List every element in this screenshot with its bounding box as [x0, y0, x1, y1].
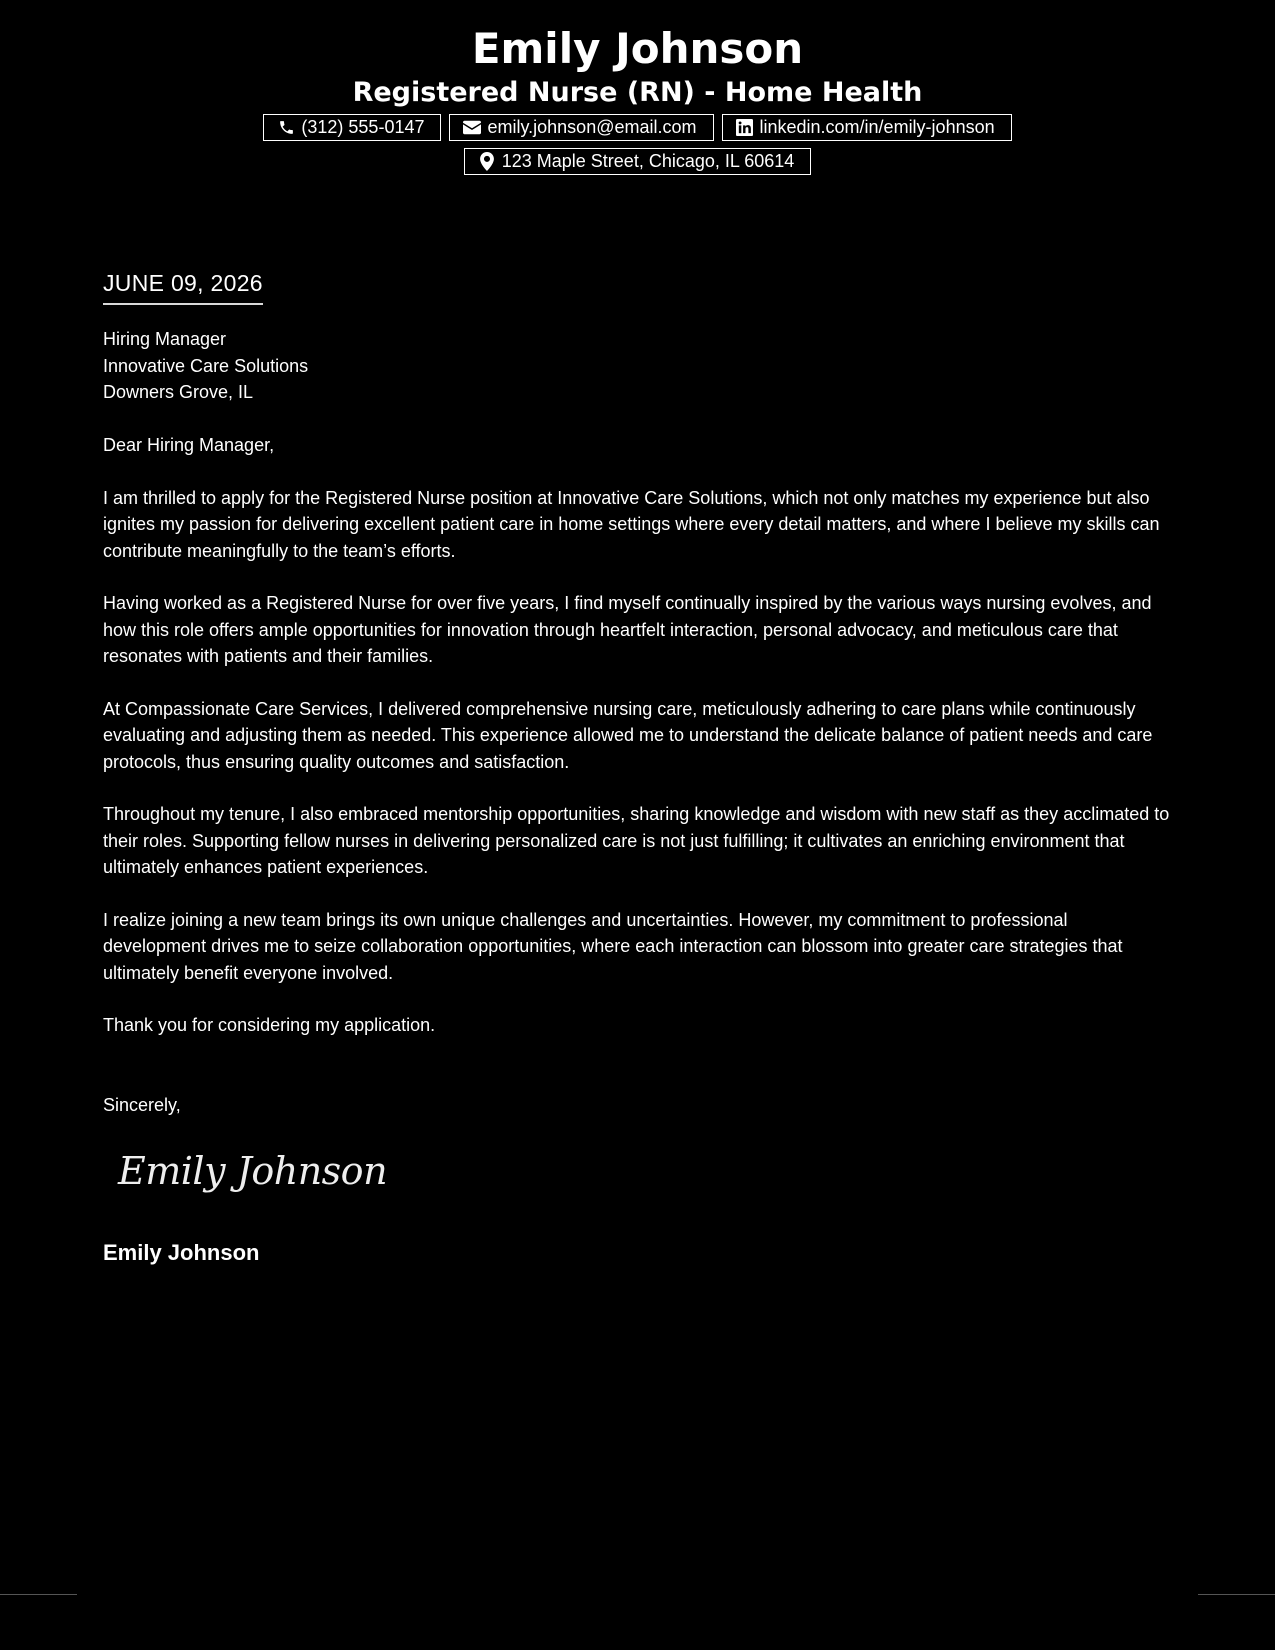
letter-body	[103, 432, 1173, 1065]
contact-row	[0, 114, 1275, 141]
linkedin-contact[interactable]	[722, 114, 1012, 141]
body-paragraph-4: Throughout my tenure, I also embraced mentorship opportunities, sharing knowledge and wisdom with new staff as they acclimated to their roles. Supporting fellow nurses in delivering personalized care is not just fulfilling; it cultivates an enriching environment that ultimately enhances patient experiences.	[103, 804, 1170, 877]
envelope-icon	[463, 119, 481, 137]
recipient-location: Downers Grove, IL	[103, 382, 254, 402]
body-paragraph-1: I am thrilled to apply for the Registered Nurse position at Innovative Care Solutions, which not only matches my experience but also ignites my passion for delivering excellent patient care in home settings where every detail matters, and where I believe my skills can contribute meaningfully to the team’s efforts.	[103, 487, 1160, 561]
body-paragraph-3: At Compassionate Care Services, I delivered comprehensive nursing care, meticulously adhering to care plans while continuously evaluating and adjusting them as needed. This experience allowed me to understand the delicate balance of patient needs and care protocols, thus ensuring quality outcomes and satisfaction.	[103, 698, 1153, 772]
address-row	[0, 148, 1275, 175]
email-contact[interactable]	[449, 114, 713, 141]
salutation: Dear Hiring Manager,	[103, 435, 275, 455]
linkedin-icon	[736, 119, 754, 137]
recipient-title: Hiring Manager	[103, 329, 227, 349]
job-title: Registered Nurse (RN) - Home Health	[352, 77, 923, 108]
footer-divider-left	[0, 1594, 77, 1595]
phone-text: (312) 555-0147	[301, 117, 425, 137]
phone-icon	[277, 119, 295, 137]
applicant-name: Emily Johnson	[471, 24, 804, 73]
letter-date: JUNE 09, 2026	[103, 266, 263, 305]
phone-contact[interactable]	[263, 114, 441, 141]
map-marker-icon	[478, 153, 496, 171]
address-contact	[464, 148, 812, 175]
body-paragraph-2: Having worked as a Registered Nurse for over five years, I find myself continually inspired by the various ways nursing evolves, and how this role offers ample opportunities for innovation through heartfelt interaction, personal advocacy, and meticulous care that resonates with patients and their families.	[103, 593, 1152, 666]
handwritten-signature: Emily Johnson	[118, 1149, 388, 1193]
recipient-company: Innovative Care Solutions	[103, 355, 309, 376]
body-paragraph-5: I realize joining a new team brings its own unique challenges and uncertainties. However, my commitment to professional development drives me to seize collaboration opportunities, where each interaction can blossom into greater care strategies that ultimately benefit everyone involved.	[103, 909, 1123, 983]
linkedin-text: linkedin.com/in/emily-johnson	[759, 117, 995, 137]
email-text: emily.johnson@email.com	[487, 117, 697, 137]
sender-name: Emily Johnson	[103, 1240, 260, 1265]
closing: Sincerely,	[103, 1095, 181, 1115]
letter-header	[0, 22, 1275, 175]
footer-divider-right	[1198, 1594, 1275, 1595]
recipient-block	[103, 326, 308, 406]
thank-you-line: Thank you for considering my application.	[103, 1015, 436, 1035]
address-text: 123 Maple Street, Chicago, IL 60614	[501, 151, 795, 171]
